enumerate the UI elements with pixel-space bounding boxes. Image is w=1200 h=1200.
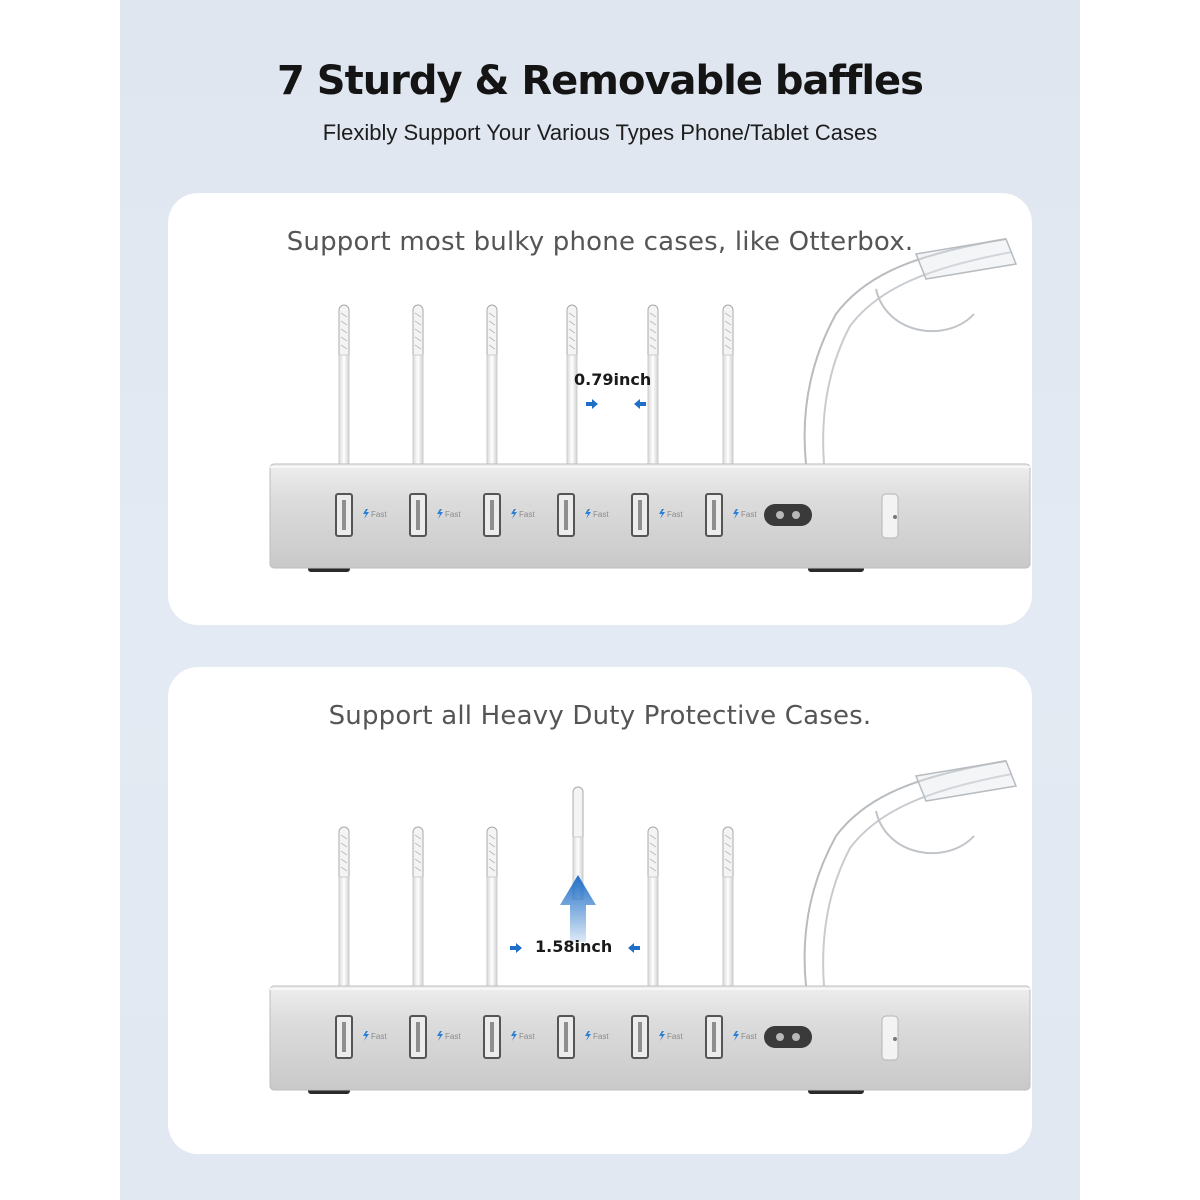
panel-caption: Support all Heavy Duty Protective Cases. — [328, 701, 872, 731]
baffle — [413, 827, 423, 986]
baffle-gap-label: 0.79inch — [574, 370, 652, 389]
port-fast-label: Fast — [593, 510, 609, 519]
port-fast-label: Fast — [519, 1032, 535, 1041]
port-fast-label: Fast — [667, 1032, 683, 1041]
port-fast-label: Fast — [593, 1032, 609, 1041]
usb-port — [706, 494, 722, 536]
port-fast-label: Fast — [445, 510, 461, 519]
usb-port — [558, 494, 574, 536]
gap-arrow-right — [586, 399, 598, 409]
gap-arrow-right — [510, 943, 522, 953]
charging-station-illustration — [168, 193, 1032, 625]
port-fast-label: Fast — [667, 510, 683, 519]
baffle — [487, 827, 497, 986]
port-fast-label: Fast — [371, 510, 387, 519]
usb-port — [632, 1016, 648, 1058]
usb-port — [632, 494, 648, 536]
baffle — [487, 305, 497, 464]
power-socket — [764, 504, 812, 526]
gap-arrow-left — [634, 399, 646, 409]
usb-port — [336, 1016, 352, 1058]
usb-port — [410, 1016, 426, 1058]
usb-port — [336, 494, 352, 536]
power-socket — [764, 1026, 812, 1048]
usb-port — [706, 1016, 722, 1058]
baffle — [339, 305, 349, 464]
usb-port — [558, 1016, 574, 1058]
usb-port — [484, 1016, 500, 1058]
page-subtitle: Flexibly Support Your Various Types Phone/Tablet Cases — [322, 120, 878, 145]
port-fast-label: Fast — [519, 510, 535, 519]
lift-arrow — [560, 875, 596, 942]
tablet-holder — [805, 239, 1016, 464]
port-fast-label: Fast — [741, 510, 757, 519]
port-fast-label: Fast — [445, 1032, 461, 1041]
baffle — [413, 305, 423, 464]
usb-port — [484, 494, 500, 536]
baffle — [723, 305, 733, 464]
baffle — [339, 827, 349, 986]
panel-bulky-cases — [168, 193, 1032, 625]
gap-arrow-left — [628, 943, 640, 953]
page-title: 7 Sturdy & Removable baffles — [277, 58, 923, 104]
port-fast-label: Fast — [371, 1032, 387, 1041]
charging-station-illustration — [168, 667, 1032, 1154]
baffle — [723, 827, 733, 986]
port-fast-label: Fast — [741, 1032, 757, 1041]
baffle — [648, 827, 658, 986]
panel-caption: Support most bulky phone cases, like Otterbox. — [286, 227, 914, 257]
baffle-gap-label: 1.58inch — [535, 937, 613, 956]
panel-heavy-duty-cases — [168, 667, 1032, 1154]
tablet-holder — [805, 761, 1016, 986]
usb-port — [410, 494, 426, 536]
